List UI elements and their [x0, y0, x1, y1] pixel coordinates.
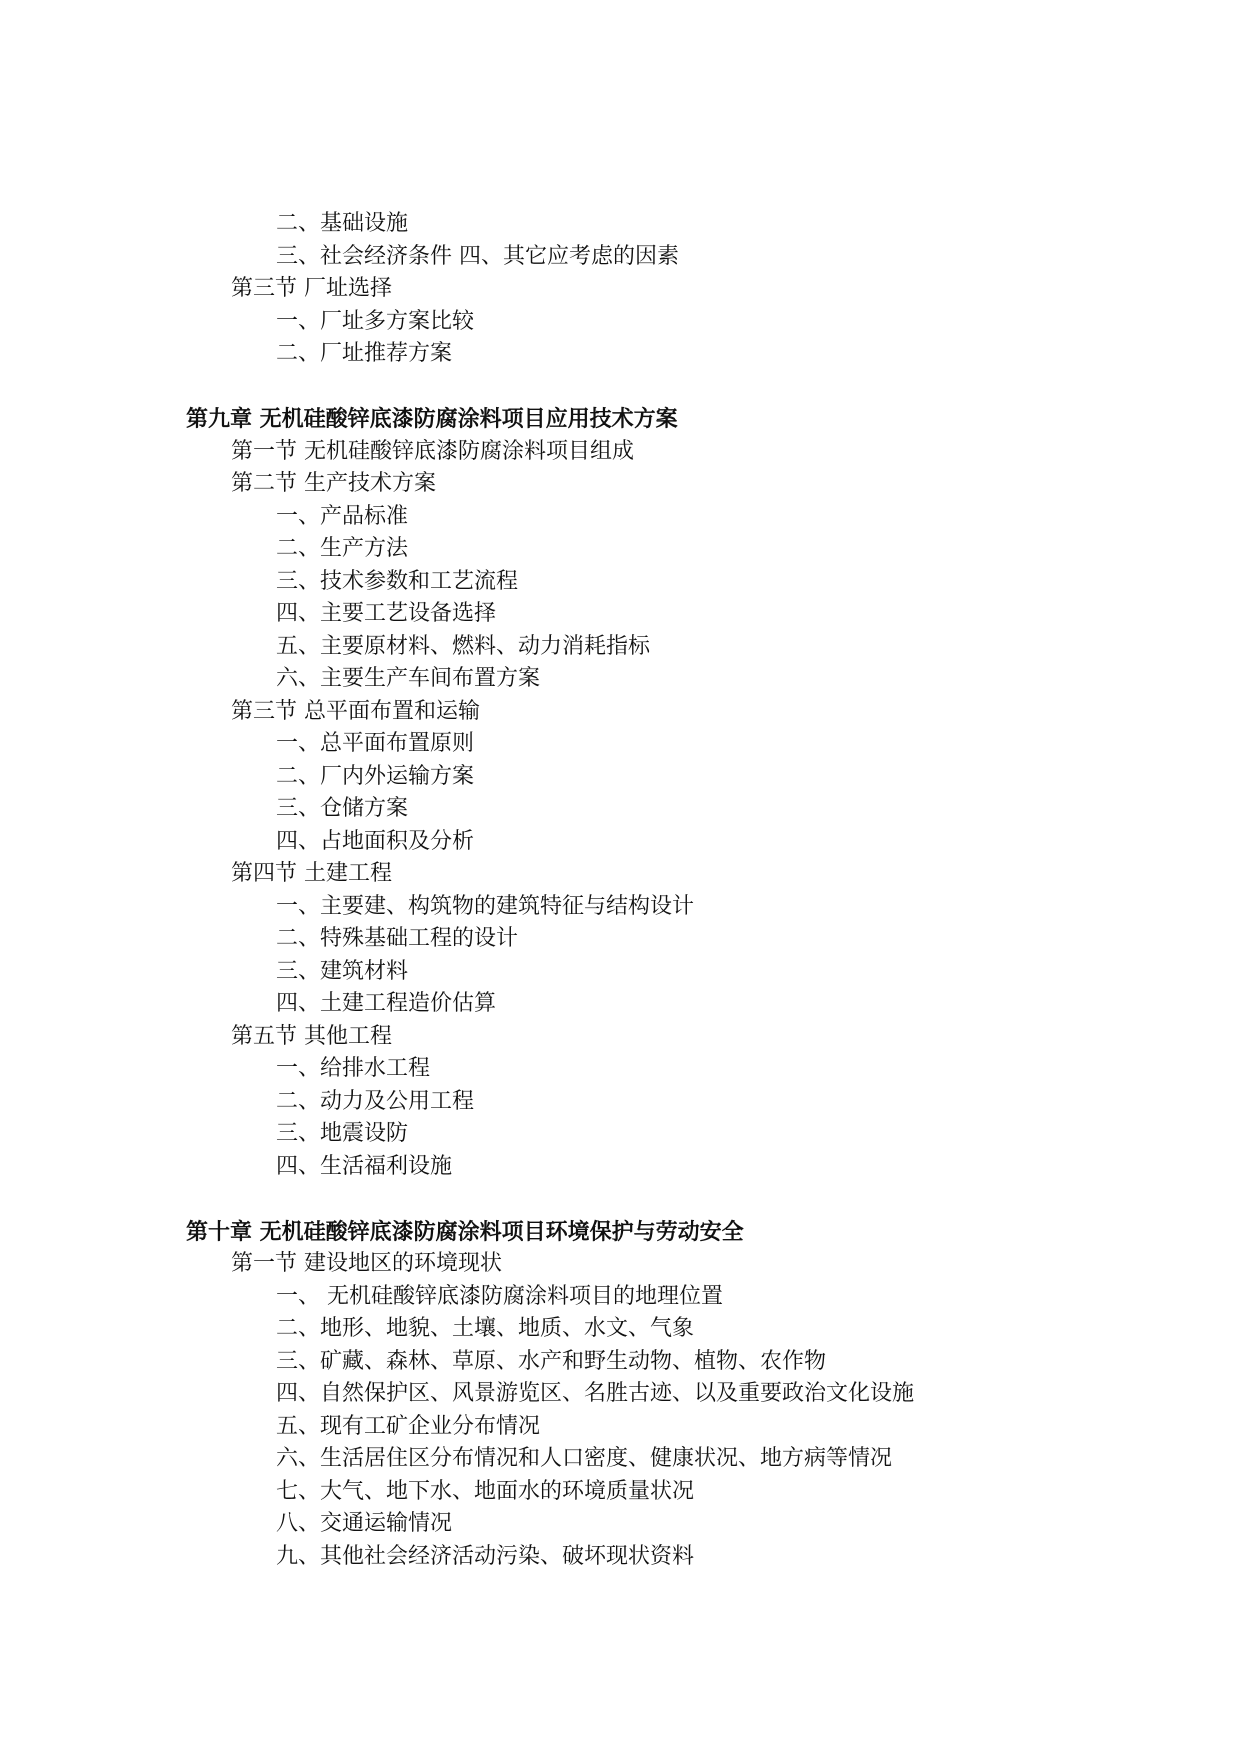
toc-item: 六、生活居住区分布情况和人口密度、健康状况、地方病等情况 [276, 1446, 893, 1471]
toc-item: 二、地形、地貌、土壤、地质、水文、气象 [276, 1316, 695, 1341]
toc-item: 三、矿藏、森林、草原、水产和野生动物、植物、农作物 [276, 1348, 827, 1374]
section-heading: 第四节 土建工程 [231, 861, 392, 886]
block-spacer [0, 371, 1241, 404]
toc-item: 三、地震设防 [276, 1121, 409, 1146]
toc-item: 九、其他社会经济活动污染、破坏现状资料 [276, 1543, 695, 1569]
toc-item: 三、仓储方案 [276, 796, 409, 821]
toc-item: 一、产品标准 [276, 503, 409, 529]
section-heading: 第一节 无机硅酸锌底漆防腐涂料项目组成 [231, 438, 634, 464]
block-spacer [0, 1183, 1241, 1216]
toc-item: 二、动力及公用工程 [276, 1088, 475, 1114]
chapter-heading: 第九章 无机硅酸锌底漆防腐涂料项目应用技术方案 [186, 406, 678, 432]
toc-item: 四、自然保护区、风景游览区、名胜古迹、以及重要政治文化设施 [276, 1381, 915, 1406]
toc-item: 四、占地面积及分析 [276, 828, 475, 854]
toc-item: 二、生产方法 [276, 536, 409, 561]
table-of-contents [0, 208, 1241, 1573]
toc-item: 二、厂址推荐方案 [276, 341, 453, 366]
toc-item: 六、主要生产车间布置方案 [276, 666, 541, 691]
toc-item: 四、生活福利设施 [276, 1153, 453, 1179]
chapter-heading: 第十章 无机硅酸锌底漆防腐涂料项目环境保护与劳动安全 [186, 1218, 744, 1245]
toc-item: 四、土建工程造价估算 [276, 991, 497, 1016]
toc-item: 七、大气、地下水、地面水的环境质量状况 [276, 1478, 695, 1504]
toc-item: 二、特殊基础工程的设计 [276, 926, 519, 951]
section-heading: 第一节 建设地区的环境现状 [231, 1251, 502, 1276]
toc-item: 三、技术参数和工艺流程 [276, 568, 519, 594]
section-heading: 第二节 生产技术方案 [231, 471, 436, 496]
section-heading: 第三节 厂址选择 [231, 276, 392, 301]
toc-item: 一、总平面布置原则 [276, 731, 475, 756]
toc-item: 二、厂内外运输方案 [276, 763, 475, 789]
toc-item: 一、 无机硅酸锌底漆防腐涂料项目的地理位置 [276, 1283, 723, 1309]
toc-item: 三、社会经济条件 四、其它应考虑的因素 [276, 243, 679, 269]
toc-item: 四、主要工艺设备选择 [276, 601, 497, 626]
toc-item: 二、基础设施 [276, 211, 409, 236]
toc-item: 一、给排水工程 [276, 1056, 431, 1081]
toc-item: 五、现有工矿企业分布情况 [276, 1413, 541, 1439]
toc-item: 五、主要原材料、燃料、动力消耗指标 [276, 633, 651, 659]
section-heading: 第三节 总平面布置和运输 [231, 698, 480, 724]
toc-item: 八、交通运输情况 [276, 1511, 453, 1536]
toc-item: 一、主要建、构筑物的建筑特征与结构设计 [276, 893, 695, 919]
toc-item: 一、厂址多方案比较 [276, 308, 475, 334]
section-heading: 第五节 其他工程 [231, 1023, 392, 1049]
toc-item: 三、建筑材料 [276, 958, 409, 984]
